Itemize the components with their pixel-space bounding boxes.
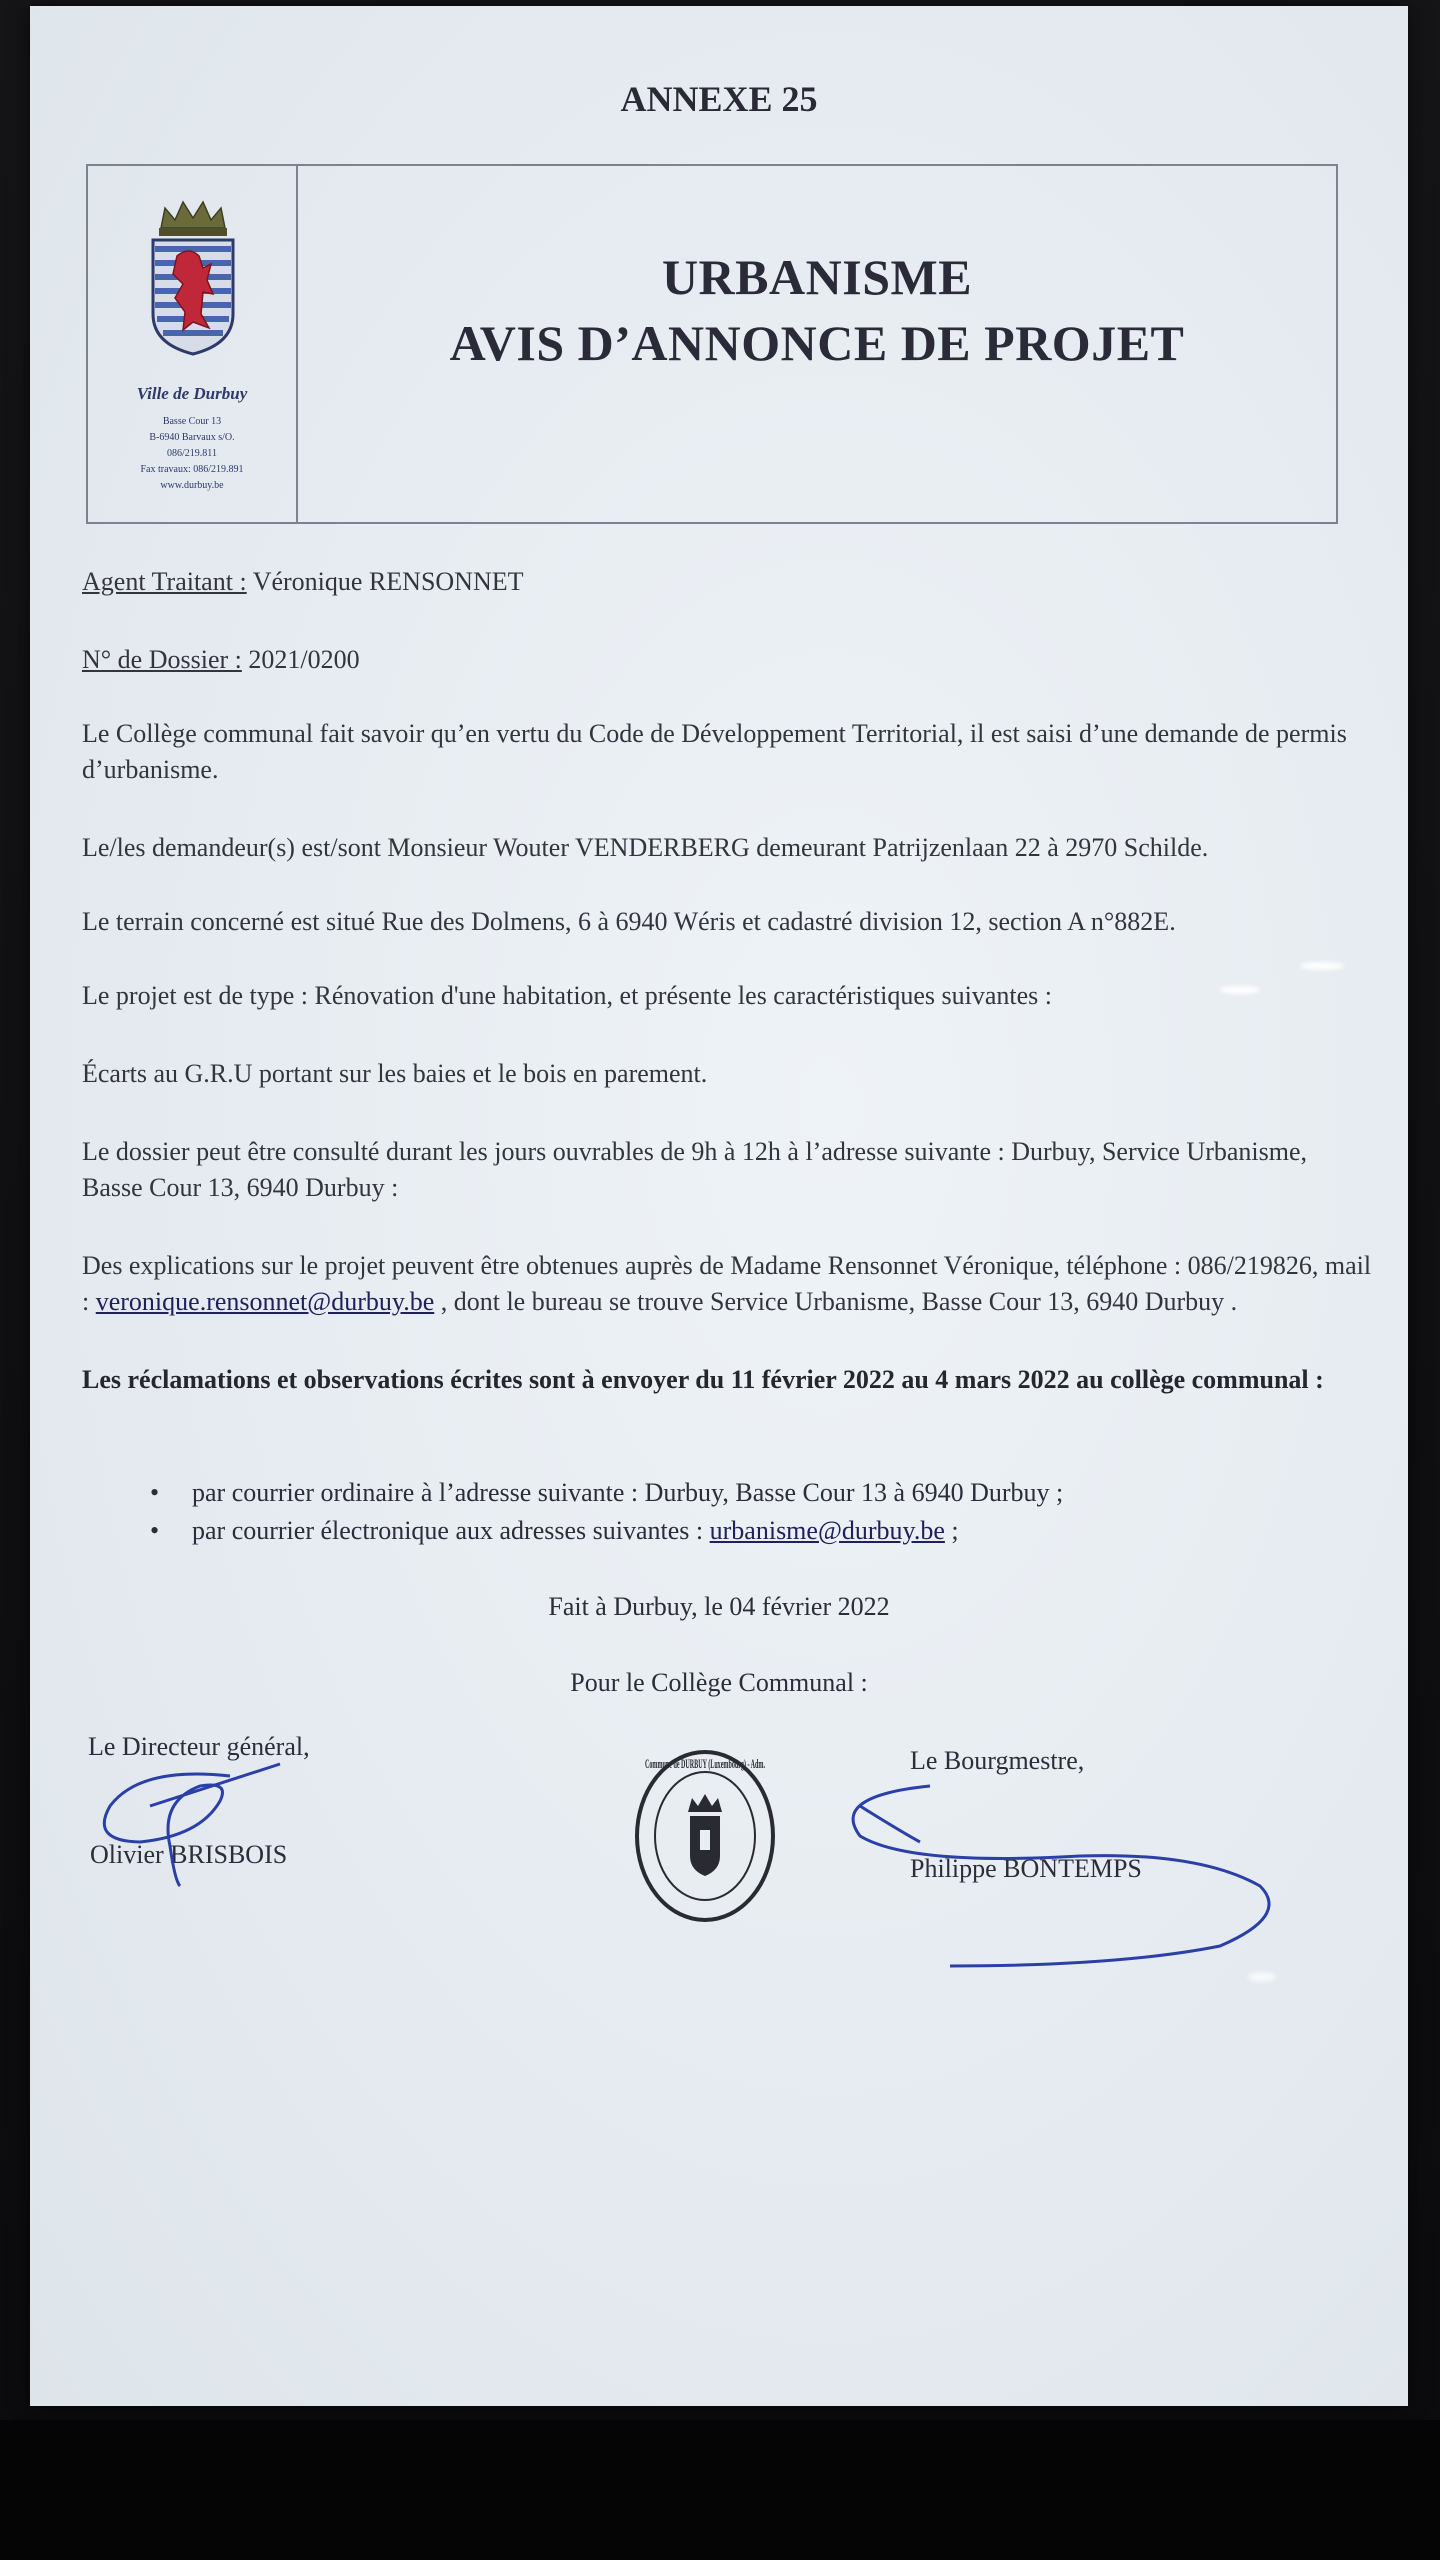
reflection-glare — [1220, 986, 1260, 994]
reflection-glare — [1248, 1972, 1276, 1982]
city-address-line2: B-6940 Barvaux s/O. — [149, 432, 235, 443]
city-contact-block — [88, 414, 296, 494]
mayor-title: Le Bourgmestre, — [910, 1746, 1085, 1775]
agent-value: Véronique RENSONNET — [246, 567, 524, 596]
paragraph-land: Le terrain concerné est situé Rue des Dolmens, 6 à 6940 Wéris et cadastré division 12, section A n°882E. — [82, 907, 1176, 936]
annex-label: ANNEXE 25 — [620, 79, 818, 119]
bullet-icon: • — [150, 1478, 160, 1507]
city-phone: 086/219.811 — [167, 448, 217, 459]
agent-label: Agent Traitant : — [82, 567, 247, 596]
contact-email-link[interactable]: veronique.rensonnet@durbuy.be — [95, 1287, 435, 1316]
director-signature — [80, 1746, 300, 1896]
director-title: Le Directeur général, — [88, 1732, 310, 1761]
bullet-postal-text: par courrier ordinaire à l’adresse suivante : Durbuy, Basse Cour 13 à 6940 Durbuy ; — [192, 1478, 1064, 1507]
city-address-line1: Basse Cour 13 — [162, 416, 222, 427]
list-item — [150, 1512, 1350, 1550]
submission-methods-list — [150, 1474, 1350, 1550]
paragraph-complaints: Les réclamations et observations écrites sont à envoyer du 11 février 2022 au 4 mars 2022 au collège communal : — [82, 1365, 1324, 1394]
paragraph-consultation: Le dossier peut être consulté durant les jours ouvrables de 9h à 12h à l’adresse suivante : Durbuy, Service Urbanisme, Basse Cour 13, 6940 Durbuy : — [82, 1137, 1308, 1202]
official-seal-icon — [630, 1746, 780, 1926]
reflection-glare — [1300, 962, 1344, 970]
notice-sheet — [30, 6, 1408, 2406]
contact-text-after: , dont le bureau se trouve Service Urbanisme, Basse Cour 13, 6940 Durbuy . — [434, 1287, 1238, 1316]
paragraph-applicant: Le/les demandeur(s) est/sont Monsieur Wouter VENDERBERG demeurant Patrijzenlaan 22 à 2970 Schilde. — [82, 833, 1209, 862]
city-name: Ville de Durbuy — [136, 384, 248, 403]
paragraph-college: Le Collège communal fait savoir qu’en vertu du Code de Développement Territorial, il est saisi d’une demande de permis d’urbanisme. — [82, 719, 1347, 784]
city-website: www.durbuy.be — [160, 480, 224, 491]
list-item — [150, 1474, 1350, 1512]
seal-text: Commune de DURBUY (Luxembourg) - Adm. — [645, 1756, 765, 1771]
title-block — [298, 166, 1336, 522]
mayor-name: Philippe BONTEMPS — [910, 1854, 1142, 1883]
urbanisme-email-link[interactable]: urbanisme@durbuy.be — [709, 1516, 945, 1545]
dossier-value: 2021/0200 — [241, 645, 360, 674]
bullet-email-after: ; — [944, 1516, 959, 1545]
bullet-email-text: par courrier électronique aux adresses suivantes : — [192, 1516, 710, 1545]
city-fax: Fax travaux: 086/219.891 — [140, 464, 244, 475]
title-urbanisme: URBANISME — [661, 249, 973, 305]
paragraph-contact — [82, 1248, 1372, 1320]
agent-line — [82, 564, 1372, 600]
paragraph-deviations: Écarts au G.R.U portant sur les baies et le bois en parement. — [82, 1059, 708, 1088]
display-bottom-bezel — [0, 2420, 1440, 2560]
bullet-icon: • — [150, 1516, 160, 1545]
director-name: Olivier BRISBOIS — [90, 1840, 288, 1869]
dossier-label: N° de Dossier : — [82, 645, 242, 674]
contact-text-before: Des explications sur le projet peuvent être obtenues auprès de Madame Rensonnet Véronique, téléphone : 086/219826, mail : — [82, 1251, 1372, 1316]
paragraph-project-type: Le projet est de type : Rénovation d'une habitation, et présente les caractéristiques suivantes : — [82, 981, 1052, 1010]
header-box — [86, 164, 1338, 524]
title-avis: AVIS D’ANNONCE DE PROJET — [449, 315, 1185, 371]
mayor-signature — [820, 1776, 1280, 1976]
done-at-line: Fait à Durbuy, le 04 février 2022 — [548, 1592, 890, 1621]
city-logo-block — [88, 166, 298, 522]
for-college-line: Pour le Collège Communal : — [570, 1668, 868, 1697]
dossier-line — [82, 642, 1372, 678]
coat-of-arms-icon — [143, 194, 243, 364]
